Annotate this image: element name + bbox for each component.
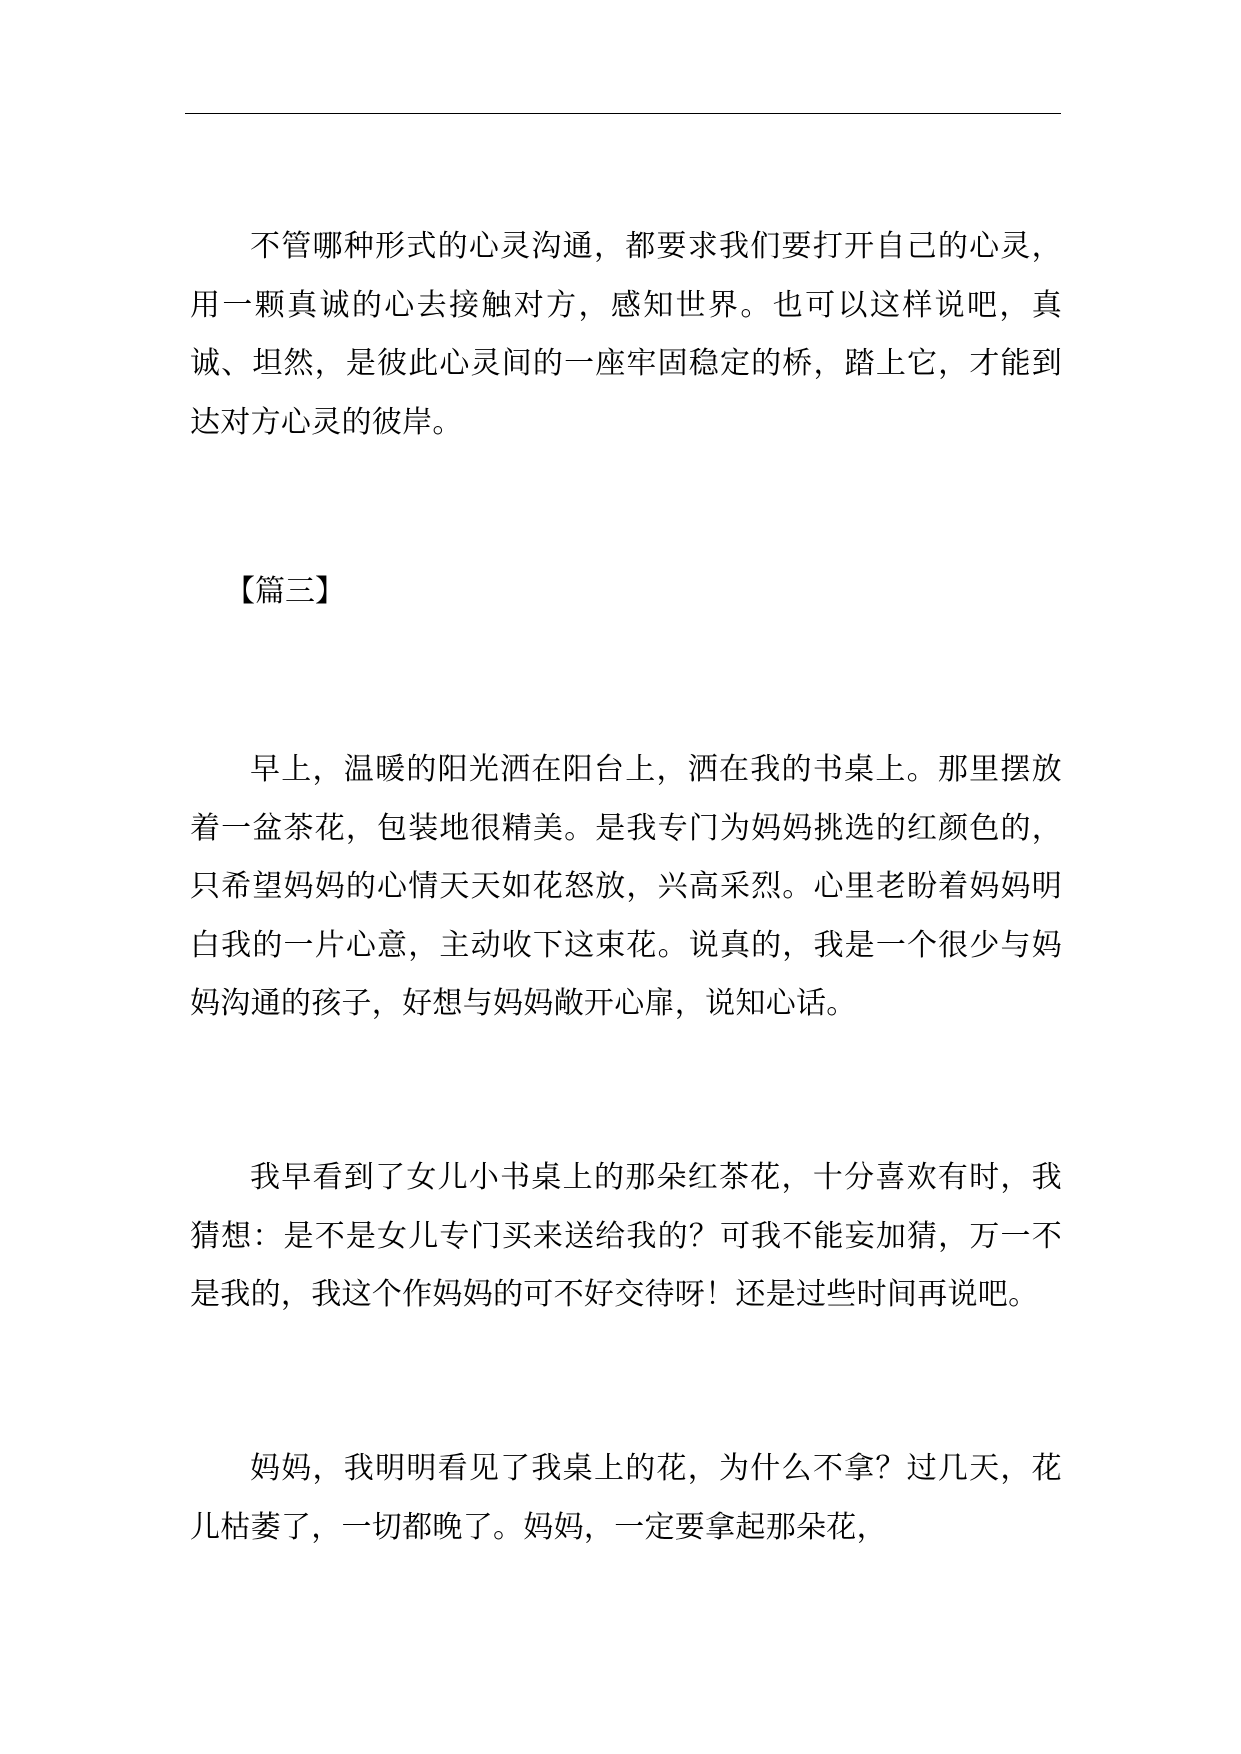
paragraph-1: 不管哪种形式的心灵沟通，都要求我们要打开自己的心灵，用一颗真诚的心去接触对方，感知世界。也可以这样说吧，真诚、坦然，是彼此心灵间的一座牢固稳定的桥，踏上它，才能到达对方心灵的彼岸。 [190, 229, 1062, 440]
paragraph-4: 妈妈，我明明看见了我桌上的花，为什么不拿？过几天，花儿枯萎了，一切都晚了。妈妈，一定要拿起那朵花， [190, 1451, 1062, 1545]
header-rule [185, 113, 1061, 114]
paragraph-3: 我早看到了女儿小书桌上的那朵红茶花，十分喜欢有时，我猜想：是不是女儿专门买来送给我的？可我不能妄加猜，万一不是我的，我这个作妈妈的可不好交待呀！还是过些时间再说吧。 [190, 1160, 1062, 1312]
paragraph-2: 早上，温暖的阳光洒在阳台上，洒在我的书桌上。那里摆放着一盆茶花，包装地很精美。是我专门为妈妈挑选的红颜色的，只希望妈妈的心情天天如花怒放，兴高采烈。心里老盼着妈妈明白我的一片心意，主动收下这束花。说真的，我是一个很少与妈妈沟通的孩子，好想与妈妈敞开心扉，说知心话。 [190, 752, 1062, 1021]
section-title: 【篇三】 [225, 574, 345, 609]
